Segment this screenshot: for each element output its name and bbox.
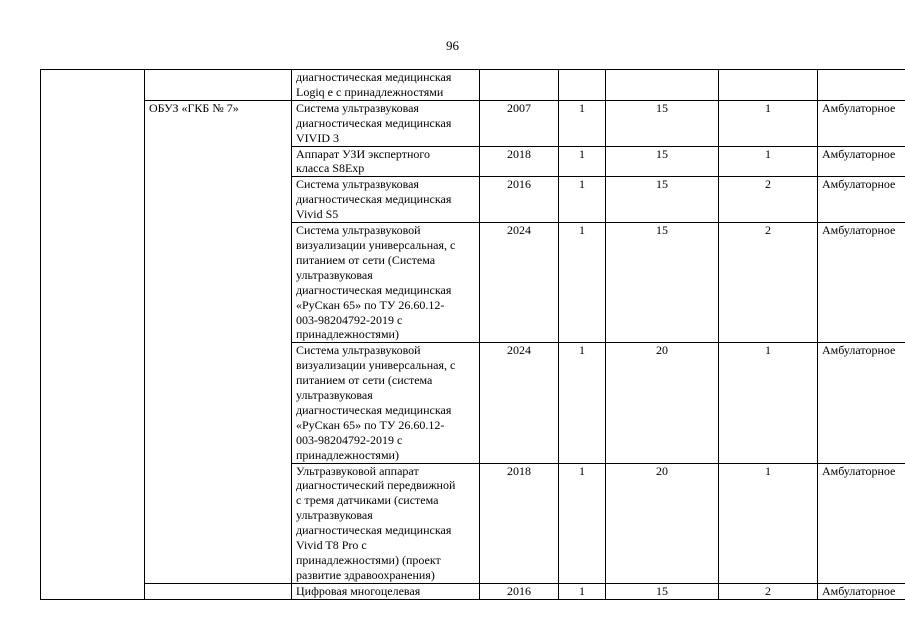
age-cell: 15 — [606, 146, 719, 177]
device-cell: Ультразвуковой аппарат диагностический передвижной с тремя датчиками (система ультразвуковая диагностическая медицинская Vivid T8 Pro с принадлежностями) (проект развитие здравоохранения) — [292, 463, 480, 583]
mode-cell: Амбулаторное — [818, 223, 905, 343]
count-cell: 1 — [559, 100, 606, 146]
year-cell: 2018 — [480, 463, 559, 583]
device-cell: Система ультразвуковая диагностическая медицинская Vivid S5 — [292, 177, 480, 223]
shifts-cell: 1 — [719, 146, 818, 177]
mode-cell: Амбулаторное — [818, 177, 905, 223]
age-cell: 20 — [606, 463, 719, 583]
equipment-table — [40, 69, 905, 600]
mode-cell — [818, 70, 905, 101]
table-row — [41, 70, 905, 101]
shifts-cell: 1 — [719, 463, 818, 583]
organization-cell — [145, 583, 292, 599]
mode-cell: Амбулаторное — [818, 100, 905, 146]
page-number: 96 — [446, 38, 459, 53]
year-cell — [480, 70, 559, 101]
device-cell: Цифровая многоцелевая — [292, 583, 480, 599]
count-cell: 1 — [559, 343, 606, 463]
year-cell: 2016 — [480, 177, 559, 223]
mode-cell: Амбулаторное — [818, 583, 905, 599]
count-cell: 1 — [559, 583, 606, 599]
count-cell: 1 — [559, 146, 606, 177]
age-cell: 20 — [606, 343, 719, 463]
mode-cell: Амбулаторное — [818, 343, 905, 463]
year-cell: 2018 — [480, 146, 559, 177]
mode-cell: Амбулаторное — [818, 463, 905, 583]
age-cell: 15 — [606, 583, 719, 599]
organization-cell — [145, 70, 292, 101]
count-cell: 1 — [559, 223, 606, 343]
mode-cell: Амбулаторное — [818, 146, 905, 177]
year-cell: 2007 — [480, 100, 559, 146]
age-cell: 15 — [606, 223, 719, 343]
shifts-cell: 2 — [719, 223, 818, 343]
count-cell: 1 — [559, 463, 606, 583]
device-cell: Система ультразвуковой визуализации универсальная, с питанием от сети (Система ультразвуковая диагностическая медицинская «РуСкан 65» по ТУ 26.60.12- 003-98204792-2019 с принадлежностями) — [292, 223, 480, 343]
device-cell: Аппарат УЗИ экспертного класса S8Exp — [292, 146, 480, 177]
table-row — [41, 583, 905, 599]
shifts-cell — [719, 70, 818, 101]
shifts-cell: 1 — [719, 343, 818, 463]
device-cell: диагностическая медицинская Logiq e с принадлежностями — [292, 70, 480, 101]
table-row — [41, 100, 905, 146]
organization-cell: ОБУЗ «ГКБ № 7» — [145, 100, 292, 583]
age-cell — [606, 70, 719, 101]
year-cell: 2024 — [480, 343, 559, 463]
region-cell — [41, 70, 145, 600]
device-cell: Система ультразвуковой визуализации универсальная, с питанием от сети (система ультразвуковая диагностическая медицинская «РуСкан 65» по ТУ 26.60.12- 003-98204792-2019 с принадлежностями) — [292, 343, 480, 463]
shifts-cell: 2 — [719, 177, 818, 223]
age-cell: 15 — [606, 177, 719, 223]
shifts-cell: 1 — [719, 100, 818, 146]
shifts-cell: 2 — [719, 583, 818, 599]
count-cell — [559, 70, 606, 101]
year-cell: 2024 — [480, 223, 559, 343]
device-cell: Система ультразвуковая диагностическая медицинская VIVID 3 — [292, 100, 480, 146]
count-cell: 1 — [559, 177, 606, 223]
age-cell: 15 — [606, 100, 719, 146]
year-cell: 2016 — [480, 583, 559, 599]
